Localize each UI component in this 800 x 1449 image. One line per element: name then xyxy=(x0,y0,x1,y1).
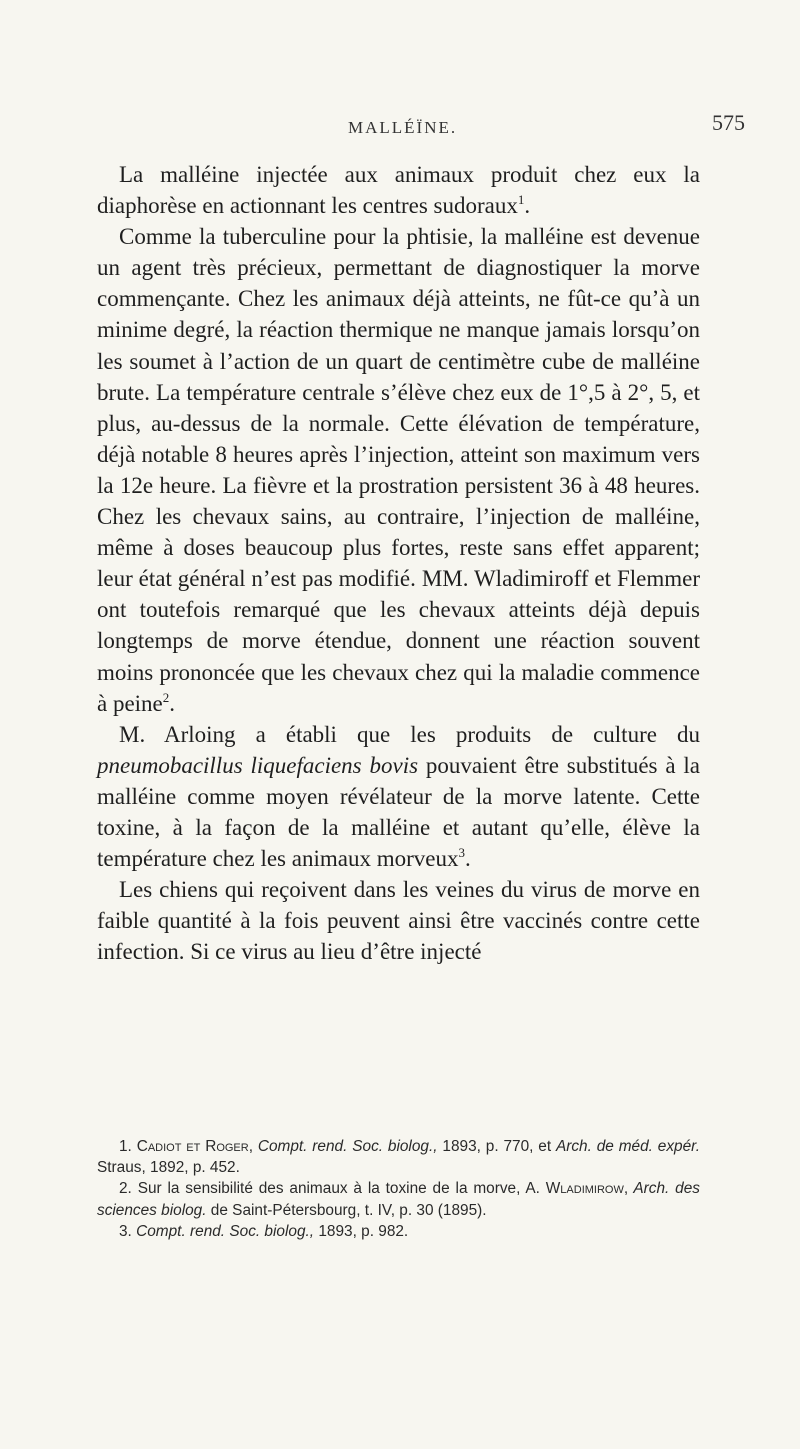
body-text xyxy=(97,159,700,967)
paragraph-1: La malléine injectée aux animaux produit chez eux la diaphorèse en actionnant les centres sudoraux$^1$. xyxy=(97,162,700,219)
running-head: MALLÉÏNE. xyxy=(348,118,458,137)
footnote-1: 1. Cadiot et Roger, Compt. rend. Soc. biolog., 1893, p. 770, et Arch. de méd. expér. Straus, 1892, p. 452. xyxy=(97,1138,700,1177)
species-name: pneumobacillus liquefaciens bovis xyxy=(97,752,419,778)
page-header xyxy=(0,110,800,148)
footnote-ref-1[interactable]: 1 xyxy=(517,192,525,208)
paragraph-2: Comme la tuberculine pour la phtisie, la malléine est devenue un agent très précieux, permettant de diagnostiquer la morve commençante. Chez les animaux déjà atteints, ne fût-ce qu’à un minime degré, la réaction thermique ne manque jamais lorsqu’on les soumet à l’action de un quart de centimètre cube de malléine brute. La température centrale s’élève chez eux de 1°,5 à 2°, 5, et plus, au-dessus de la normale. Cette élévation de température, déjà notable 8 heures après l’injection, atteint son maximum vers la 12e heure. La fièvre et la prostration persistent 36 à 48 heures. Chez les chevaux sains, au contraire, l’injection de malléine, même à doses beaucoup plus fortes, reste sans effet apparent; leur état général n’est pas modifié. MM. Wladimiroff et Flemmer ont toutefois remarqué que les chevaux atteints déjà depuis longtemps de morve étendue, donnent une réaction souvent moins prononcée que les chevaux chez qui la maladie commence à peine$^2$. xyxy=(97,224,700,716)
paragraph-4: Les chiens qui reçoivent dans les veines du virus de morve en faible quantité à la fois peuvent ainsi être vaccinés contre cette infection. Si ce virus au lieu d’être injecté xyxy=(97,877,700,965)
footnotes xyxy=(97,1136,700,1242)
footnote-3: 3. Compt. rend. Soc. biolog., 1893, p. 982. xyxy=(119,1222,409,1240)
paragraph-3: M. Arloing a établi que les produits de culture du pneumobacillus liquefaciens bovis pouvaient être substitués à la malléine comme moyen révélateur de la morve latente. Cette toxine, à la façon de la malléine et autant qu’elle, élève la température chez les animaux morveux$^3$. xyxy=(97,721,701,872)
footnote-2: 2. Sur la sensibilité des animaux à la toxine de la morve, A. Wladimirow, Arch. des sciences biolog. de Saint-Pétersbourg, t. IV, p. 30 (1895). xyxy=(97,1180,700,1219)
footnote-ref-2[interactable]: 2 xyxy=(162,689,170,705)
page-number: 575 xyxy=(712,110,745,135)
footnote-ref-3[interactable]: 3 xyxy=(458,845,465,861)
